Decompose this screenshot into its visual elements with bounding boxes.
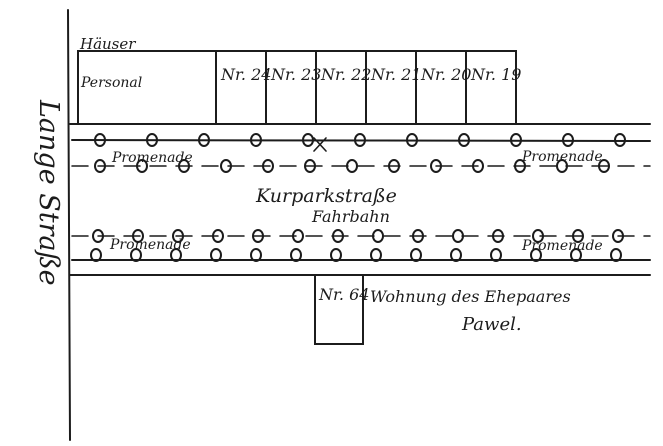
house-number: Nr. 19 bbox=[471, 65, 522, 84]
south-annotation-line2: Pawel. bbox=[462, 314, 522, 335]
house-number: Nr. 23 bbox=[271, 65, 322, 84]
promenade-label-north-left: Promenade bbox=[112, 150, 193, 166]
promenade-label-south-left: Promenade bbox=[110, 237, 191, 253]
header-label-personal: Personal bbox=[81, 75, 143, 91]
header-label-haeuser: Häuser bbox=[80, 35, 136, 53]
house-box bbox=[366, 51, 416, 124]
house-number: Nr. 24 bbox=[221, 65, 272, 84]
house-box bbox=[266, 51, 316, 124]
carriageway-label: Fahrbahn bbox=[312, 207, 390, 226]
south-annotation-line1: Wohnung des Ehepaares bbox=[370, 287, 571, 306]
house-number: Nr. 20 bbox=[421, 65, 472, 84]
lange-strasse-boundary-line bbox=[68, 10, 70, 440]
house-box bbox=[416, 51, 466, 124]
house-box bbox=[466, 51, 516, 124]
promenade-label-north-right: Promenade bbox=[522, 149, 603, 165]
kurparkstrasse-label: Kurparkstraße bbox=[256, 185, 397, 207]
lange-strasse-label: Lange Straße bbox=[33, 100, 64, 286]
promenade-label-south-right: Promenade bbox=[522, 238, 603, 254]
house-number-64: Nr. 64 bbox=[319, 285, 370, 304]
house-box bbox=[216, 51, 266, 124]
house-box bbox=[316, 51, 366, 124]
north-houses bbox=[216, 51, 521, 124]
house-number: Nr. 21 bbox=[371, 65, 422, 84]
house-number: Nr. 22 bbox=[321, 65, 372, 84]
